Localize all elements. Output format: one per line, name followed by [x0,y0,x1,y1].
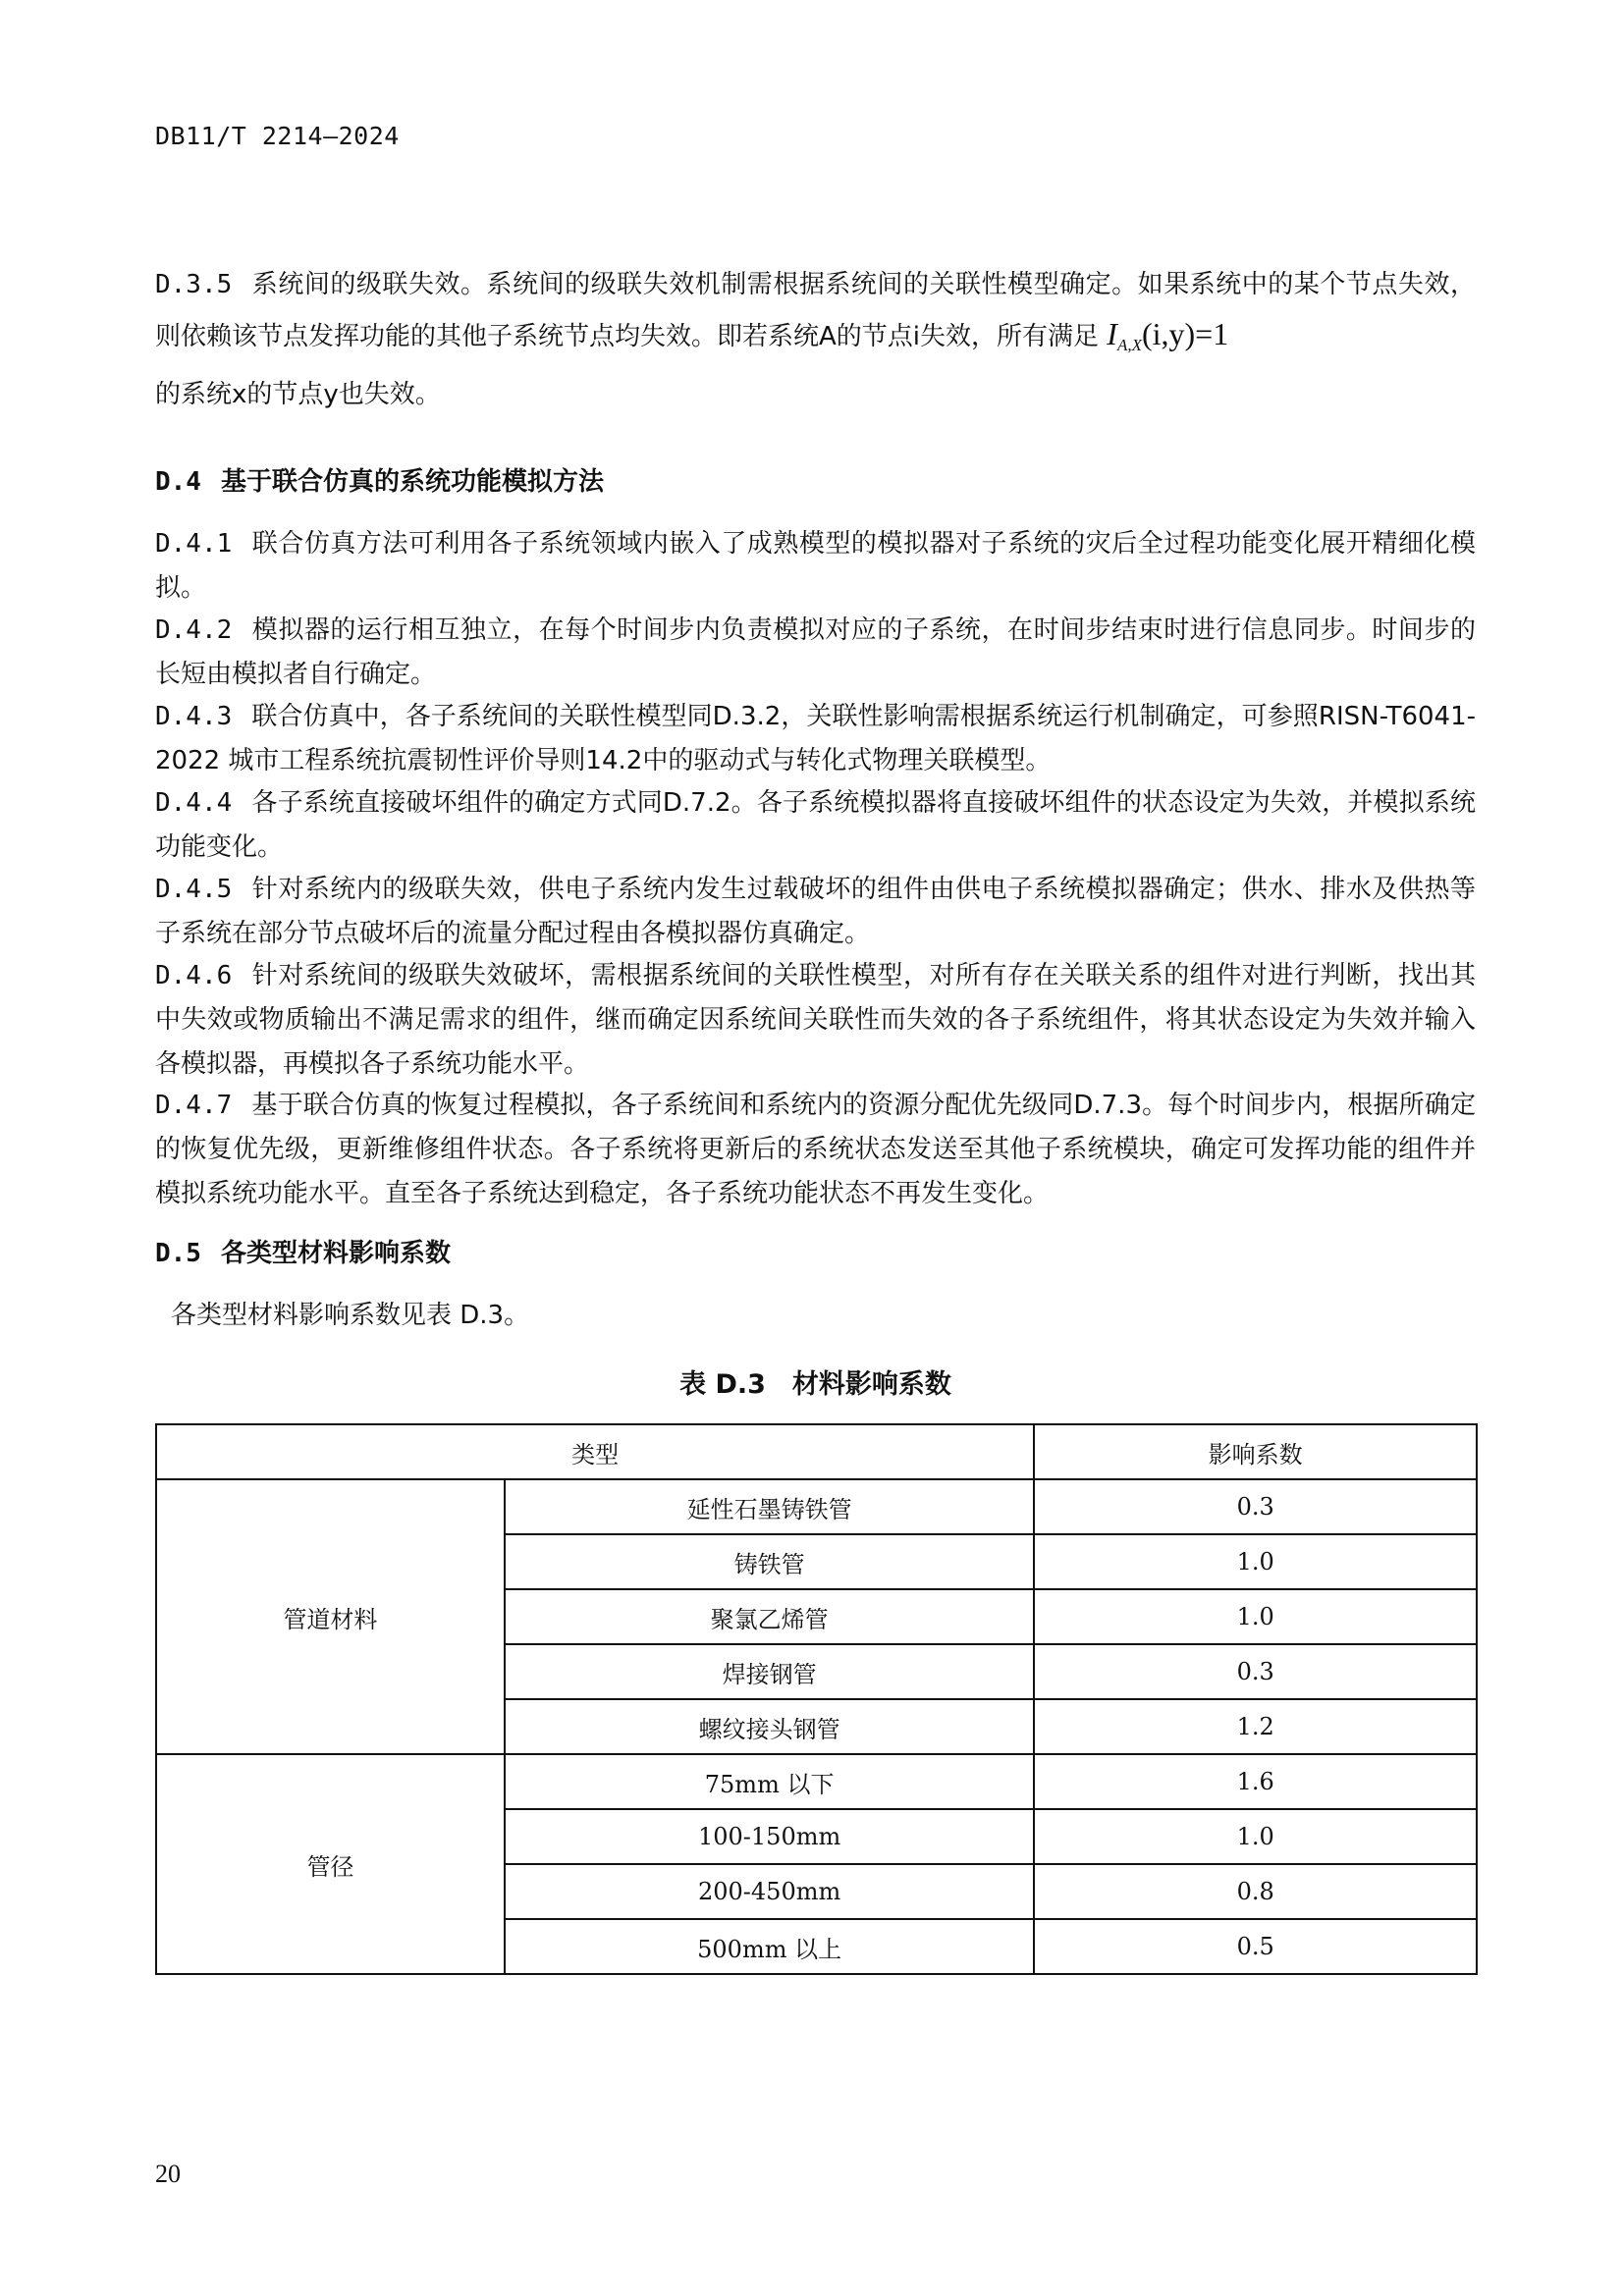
paragraph-d-3-5 [155,260,1476,419]
item-name: 75mm 以下 [505,1754,1034,1809]
table-row [156,1479,1477,1534]
item-name: 铸铁管 [505,1534,1034,1589]
paragraph-d-4-5: D.4.5 针对系统内的级联失效，供电子系统内发生过载破坏的组件由供电子系统模拟器确定；供水、排水及供热等子系统在部分节点破坏后的流量分配过程由各模拟器仿真确定。 [155,875,1476,948]
page-number: 20 [155,2160,181,2188]
material-coefficient-table [155,1423,1478,1975]
paragraph-d-4-3: D.4.3 联合仿真中，各子系统间的关联性模型同D.3.2，关联性影响需根据系统运行机制确定，可参照RISN-T6041-2022 城市工程系统抗震韧性评价导则14.2中的驱动式与转化式物理关联模型。 [155,702,1476,775]
item-name: 螺纹接头钢管 [505,1699,1034,1754]
group-name: 管径 [156,1754,505,1974]
clause-text-continued: 的系统x的节点y也失效。 [155,380,441,409]
paragraph-d-4-2: D.4.2 模拟器的运行相互独立，在每个时间步内负责模拟对应的子系统，在时间步结束时进行信息同步。时间步的长短由模拟者自行确定。 [155,615,1476,689]
header-type: 类型 [156,1424,1034,1479]
coefficient-value: 1.6 [1034,1754,1477,1809]
table-header-row [156,1424,1477,1479]
clause-text: 系统间的级联失效。系统间的级联失效机制需根据系统间的关联性模型确定。如果系统中的某个节点失效，则依赖该节点发挥功能的其他子系统节点均失效。即若系统A的节点i失效，所有满足 [155,270,1476,351]
item-name: 200-450mm [505,1864,1034,1919]
section-heading-d-5: D.5 各类型材料影响系数 [155,1239,451,1268]
coefficient-value: 0.5 [1034,1919,1477,1974]
coefficient-value: 0.3 [1034,1644,1477,1699]
paragraph-d-4-4: D.4.4 各子系统直接破坏组件的确定方式同D.7.2。各子系统模拟器将直接破坏组件的状态设定为失效，并模拟系统功能变化。 [155,788,1476,862]
group-name: 管道材料 [156,1479,505,1754]
coefficient-value: 0.3 [1034,1479,1477,1534]
document-id: DB11/T 2214—2024 [155,122,400,150]
paragraph-d-4-6: D.4.6 针对系统间的级联失效破坏，需根据系统间的关联性模型，对所有存在关联关系的组件对进行判断，找出其中失效或物质输出不满足需求的组件，继而确定因系统间关联性而失效的各子系统组件，将其状态设定为失效并输入各模拟器，再模拟各子系统功能水平。 [155,961,1476,1079]
item-name: 100-150mm [505,1809,1034,1864]
item-name: 聚氯乙烯管 [505,1589,1034,1644]
correlation-formula: $I_{A,X}(i,y)=1$ [1107,316,1229,354]
item-name: 延性石墨铸铁管 [505,1479,1034,1534]
coefficient-value: 1.0 [1034,1589,1477,1644]
clause-number: D.3.5 [155,270,233,299]
item-name: 500mm 以上 [505,1919,1034,1974]
paragraph-d-4-1: D.4.1 联合仿真方法可利用各子系统领域内嵌入了成熟模型的模拟器对子系统的灾后全过程功能变化展开精细化模拟。 [155,529,1476,603]
coefficient-value: 0.8 [1034,1864,1477,1919]
item-name: 焊接钢管 [505,1644,1034,1699]
header-coefficient: 影响系数 [1034,1424,1477,1479]
section-heading-d-4: D.4 基于联合仿真的系统功能模拟方法 [155,467,604,497]
table-caption: 表 D.3 材料影响系数 [679,1369,951,1400]
coefficient-value: 1.0 [1034,1809,1477,1864]
coefficient-value: 1.0 [1034,1534,1477,1589]
table-row [156,1754,1477,1809]
table-intro: 各类型材料影响系数见表 D.3。 [171,1301,530,1330]
paragraph-d-4-7: D.4.7 基于联合仿真的恢复过程模拟，各子系统间和系统内的资源分配优先级同D.7.3。每个时间步内，根据所确定的恢复优先级，更新维修组件状态。各子系统将更新后的系统状态发送至其他子系统模块，确定可发挥功能的组件并模拟系统功能水平。直至各子系统达到稳定，各子系统功能状态不再发生变化。 [155,1091,1476,1208]
coefficient-value: 1.2 [1034,1699,1477,1754]
